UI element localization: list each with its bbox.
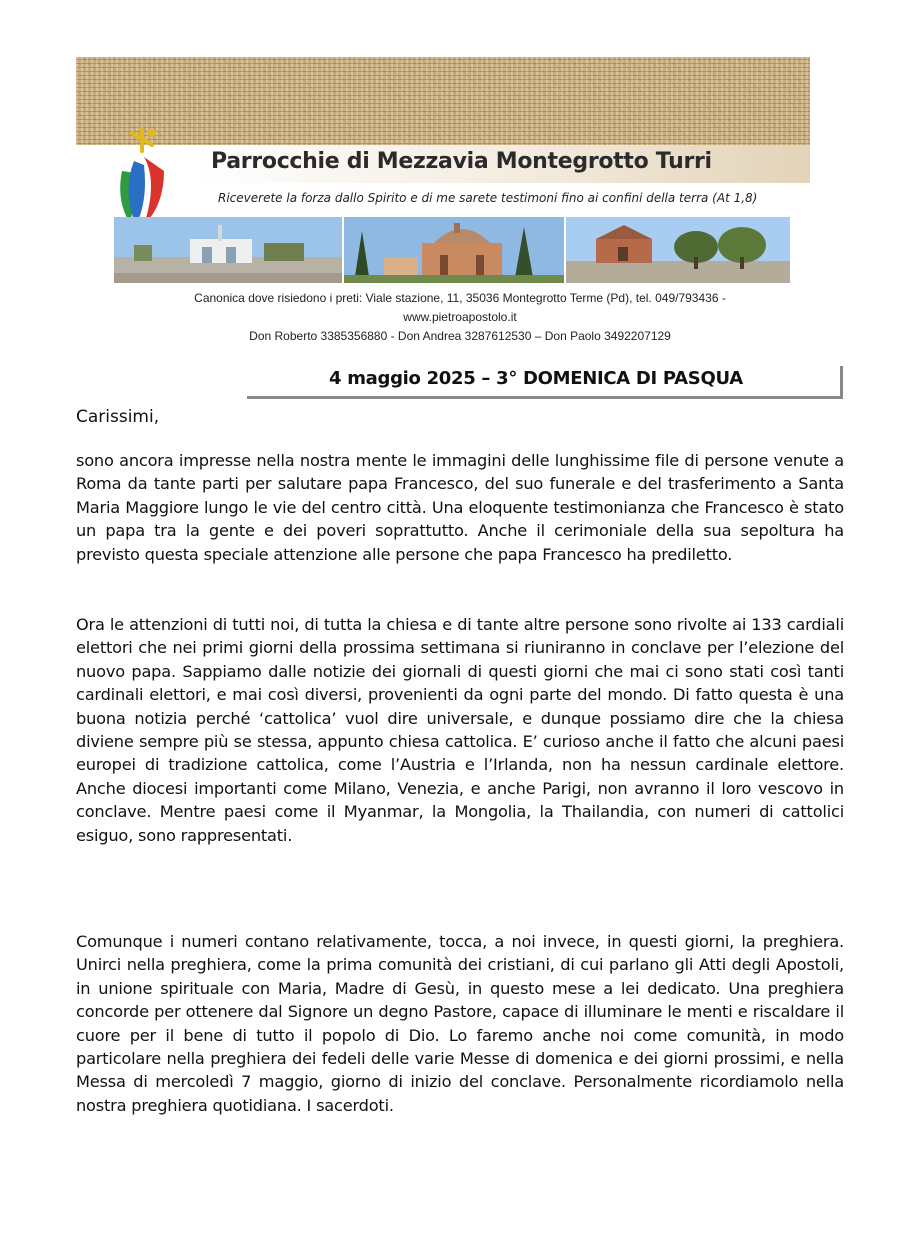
letter-paragraph: Comunque i numeri contano relativamente, tocca, a noi invece, in questi giorni, la preghiera. Unirci nella preghiera, come la prima comunità dei cristiani, di cui parlano gli Atti degli Apostoli, in unione spirituale con Maria, Madre di Gesù, in questo mese a lei dedicato. Una preghiera concorde per ottenere dal Signore un degno Pastore, capace di illuminare le menti e riscaldare il cuore per il bene di tutto il popolo di Dio. Lo faremo anche noi come comunità, in modo particolare nella preghiera dei fedeli delle varie Messe di domenica e dei giorni prossimi, e nella Messa di mercoledì 7 maggio, giorno di inizio del conclave. Personalmente ricordiamolo nella nostra preghiera quotidiana. I sacerdoti. <box>76 932 844 1115</box>
header-banner <box>76 57 810 285</box>
church-photo-left <box>114 217 342 283</box>
church-photo-center <box>344 217 564 283</box>
letter-greeting: Carissimi, <box>76 407 160 427</box>
letter-paragraph: sono ancora impresse nella nostra mente le immagini delle lunghissime file di persone venute a Roma da tante parti per salutare papa Francesco, del suo funerale e del trasferimento a Santa Maria Maggiore lungo le vie del centro città. Una eloquente testimonianza che Francesco è stato un papa tra la gente e dei poveri soprattutto. Anche il cerimoniale della sua sepoltura ha previsto questa speciale attenzione alle persone che papa Francesco ha prediletto. <box>76 451 844 564</box>
parish-motto: Riceverete la forza dallo Spirito e di me sarete testimoni fino ai confini della terra (At 1,8) <box>218 191 758 205</box>
contact-website[interactable]: www.pietroapostolo.it <box>403 310 517 324</box>
parish-logo-icon <box>114 121 170 231</box>
date-heading-box <box>247 366 843 399</box>
date-heading: 4 maggio 2025 – 3° DOMENICA DI PASQUA <box>329 368 743 389</box>
church-photo-right <box>566 217 790 283</box>
contact-address: Canonica dove risiedono i preti: Viale stazione, 11, 35036 Montegrotto Terme (Pd), tel. 049/793436 - <box>194 291 726 305</box>
letter-paragraph: Ora le attenzioni di tutti noi, di tutta la chiesa e di tante altre persone sono rivolte ai 133 cardiali elettori che nei primi giorni della prossima settimana si riuniranno in conclave per l’elezione del nuovo papa. Sappiamo dalle notizie dei giornali di questi giorni che mai ci sono stati così tanti cardinali elettori, e mai così diversi, provenienti da ogni parte del mondo. Di fatto questa è una buona notizia perché ‘cattolica’ vuol dire universale, e dunque possiamo dire che la chiesa diviene sempre più se stessa, appunto chiesa cattolica. E’ curioso anche il fatto che alcuni paesi europei di tradizione cattolica, come l’Austria e l’Irlanda, non ha nessun cardinale elettore. Anche diocesi importanti come Milano, Venezia, e anche Parigi, non avranno il loro vescovo in conclave. Mentre paesi come il Myanmar, la Mongolia, la Thailandia, con numeri di cattolici esiguo, sono rappresentati. <box>76 615 844 845</box>
contact-priests: Don Roberto 3385356880 - Don Andrea 3287612530 – Don Paolo 3492207129 <box>249 329 671 343</box>
church-photos <box>114 217 790 283</box>
parish-title: Parrocchie di Mezzavia Montegrotto Turri <box>211 149 712 174</box>
